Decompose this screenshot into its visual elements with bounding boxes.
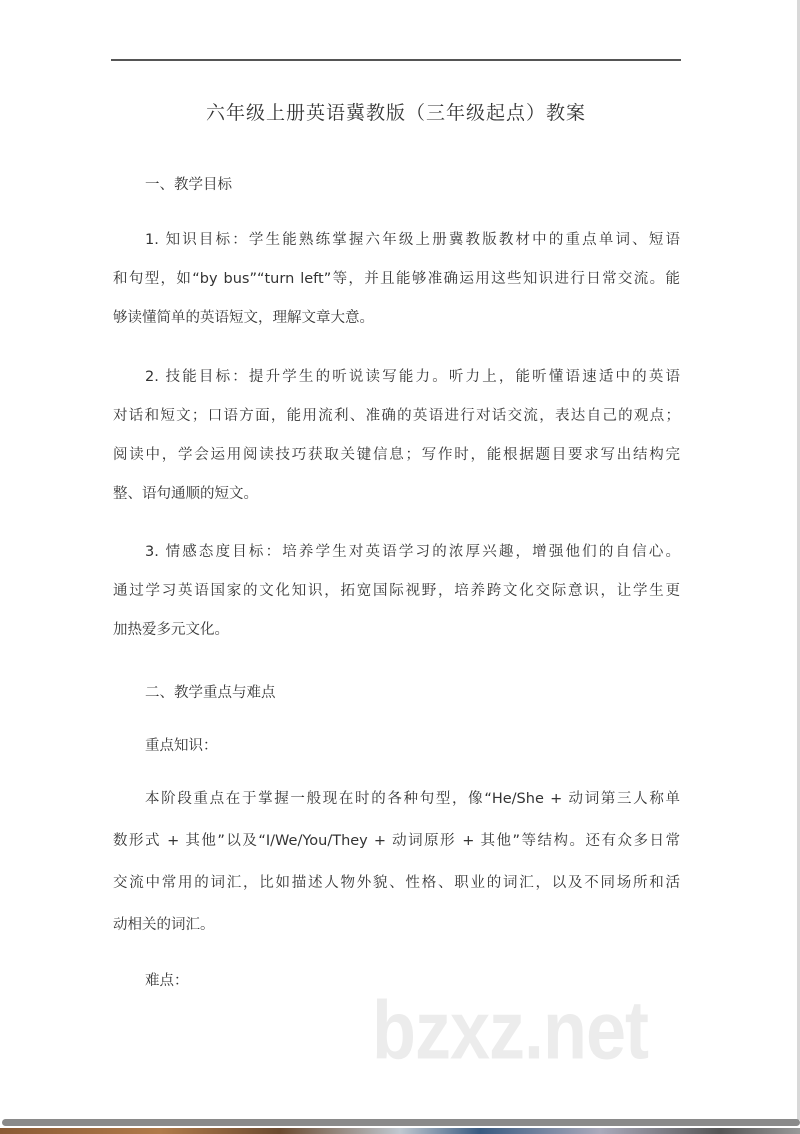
text-line: 数形式 + 其他”以及“I/We/You/They + 动词原形 + 其他”等结构。还有众多日常 — [113, 833, 680, 849]
paragraph-attitude-goal — [113, 542, 680, 659]
paragraph-skill-goal — [113, 367, 680, 523]
document-title: 六年级上册英语冀教版（三年级起点）教案 — [205, 102, 586, 124]
text-line: 阅读中，学会运用阅读技巧获取关键信息；写作时，能根据题目要求写出结构完 — [113, 447, 680, 463]
text-line: 3. 情感态度目标：培养学生对英语学习的浓厚兴趣，增强他们的自信心。 — [145, 544, 680, 560]
section-heading-key-points: 二、教学重点与难点 — [145, 685, 276, 701]
text-line: 够读懂简单的英语短文，理解文章大意。 — [113, 310, 374, 326]
text-line: 对话和短文；口语方面，能用流利、准确的英语进行对话交流，表达自己的观点； — [113, 408, 680, 424]
text-line: 通过学习英语国家的文化知识，拓宽国际视野，培养跨文化交际意识，让学生更 — [113, 583, 680, 599]
background-image-strip — [0, 1128, 800, 1134]
paragraph-key-knowledge — [113, 789, 680, 954]
key-knowledge-label: 重点知识： — [145, 738, 218, 754]
text-line: 整、语句通顺的短文。 — [113, 486, 258, 502]
horizontal-scrollbar[interactable] — [2, 1119, 800, 1126]
text-line: 和句型，如“by bus”“turn left”等，并且能够准确运用这些知识进行日常交流。能 — [113, 271, 680, 287]
text-line: 加热爱多元文化。 — [113, 622, 229, 638]
top-rule — [111, 59, 681, 61]
paragraph-knowledge-goal — [113, 230, 680, 347]
text-line: 1. 知识目标：学生能熟练掌握六年级上册冀教版教材中的重点单词、短语 — [145, 232, 680, 248]
text-line: 交流中常用的词汇，比如描述人物外貌、性格、职业的词汇，以及不同场所和活 — [113, 875, 680, 891]
section-heading-objectives: 一、教学目标 — [145, 177, 232, 193]
difficulty-label: 难点： — [145, 973, 189, 989]
watermark: bzxz.net — [372, 985, 649, 1077]
text-line: 2. 技能目标：提升学生的听说读写能力。听力上，能听懂语速适中的英语 — [145, 369, 680, 385]
text-line: 本阶段重点在于掌握一般现在时的各种句型，像“He/She + 动词第三人称单 — [145, 791, 680, 807]
text-line: 动相关的词汇。 — [113, 917, 215, 933]
